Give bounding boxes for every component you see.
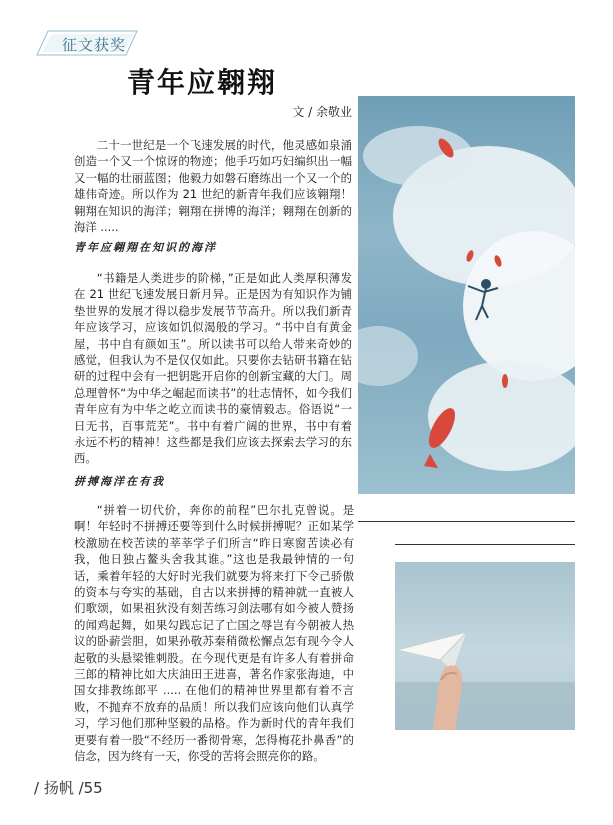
section-paragraph-knowledge: “书籍是人类进步的阶梯，”正是如此人类厚积薄发在 21 世纪飞速发展日新月异。正是因为有知识作为铺垫世界的发展才得以稳步发展节节高升。所以我们新青年应该学习，应该如饥似渴般的学习。“书中自有黄金屋，书中自有颜如玉”。所以读书可以给人带来奇妙的感觉，但我认为不是仅仅如此。只要你去钻研书籍在钻研的过程中会有一把钥匙开启你的创新宝藏的大门。周总理曾怀“为中华之崛起而读书”的壮志情怀，如今我们青年应有为中华之屹立而读书的豪情毅志。俗语说“一日无书，百事荒芜”。书中有着广阔的世界，书中有着永远不朽的精神！这些都是我们应该去探索去学习的东西。 bbox=[74, 271, 352, 466]
paper-plane-photo bbox=[395, 562, 575, 730]
article-author: 文 / 余敬业 bbox=[292, 105, 352, 119]
column-tag bbox=[34, 30, 138, 56]
column-tag-label: 征文获奖 bbox=[62, 36, 127, 54]
section-heading-struggle: 拼搏海洋在有我 bbox=[74, 475, 165, 488]
divider-rule bbox=[358, 521, 575, 522]
page-footer: / 扬帆 /55 bbox=[34, 779, 103, 797]
paper-plane-hand-icon bbox=[395, 562, 575, 730]
section-heading-knowledge: 青年应翱翔在知识的海洋 bbox=[74, 241, 217, 254]
sky-fish-illustration bbox=[358, 96, 575, 494]
intro-paragraph: 二十一世纪是一个飞速发展的时代，他灵感如泉涌创造一个又一个惊讶的物迹；他手巧如巧妇编织出一幅又一幅的壮丽蓝图；他毅力如磐石磨练出一个又一个的雄伟奇迹。所以作为 21 世纪的新青年我们应该翱翔！翱翔在知识的海洋；翱翔在拼博的海洋；翱翔在创新的海洋 ..... bbox=[74, 138, 352, 235]
section-paragraph-struggle: “拼着一切代价，奔你的前程”巴尔扎克曾说。是啊！年轻时不拼搏还要等到什么时候拼搏呢？正如某学校激励在校苦读的莘莘学子们所言“昨日寒窗苦读必有我，他日独占鳌头舍我其谁。”这也是我最钟情的一句话，乘着年轻的大好时光我们就要为将来打下令己骄傲的资本与夸实的基础，自古以来拼搏的精神就一直被人们歌颂，如果祖狄没有刻苦练习剑法哪有如今被人赞扬的闻鸡起舞，如果勾践忘记了亡国之辱岂有今朝被人热议的卧薪尝胆，如果孙敬苏秦稍微松懈点怎有现今令人起敬的头悬梁锥刺股。在今现代更是有许多人有着拼命三郎的精神比如大庆油田王进喜，著名作家张海迪，中国女排教练郎平 ..... 在他们的精神世界里都有着不言败，不抛弃不放弃的品质！所以我们应该向他们认真学习，学习他们那种坚毅的品格。作为新时代的青年我们更要有着一股“不经历一番彻骨寒，怎得梅花扑鼻香”的信念，因为终有一天，你受的苦将会照亮你的路。 bbox=[74, 503, 354, 764]
sky-fish-art-icon bbox=[358, 96, 575, 494]
article-title: 青年应翱翔 bbox=[126, 66, 277, 99]
divider-rule-short bbox=[395, 544, 575, 545]
